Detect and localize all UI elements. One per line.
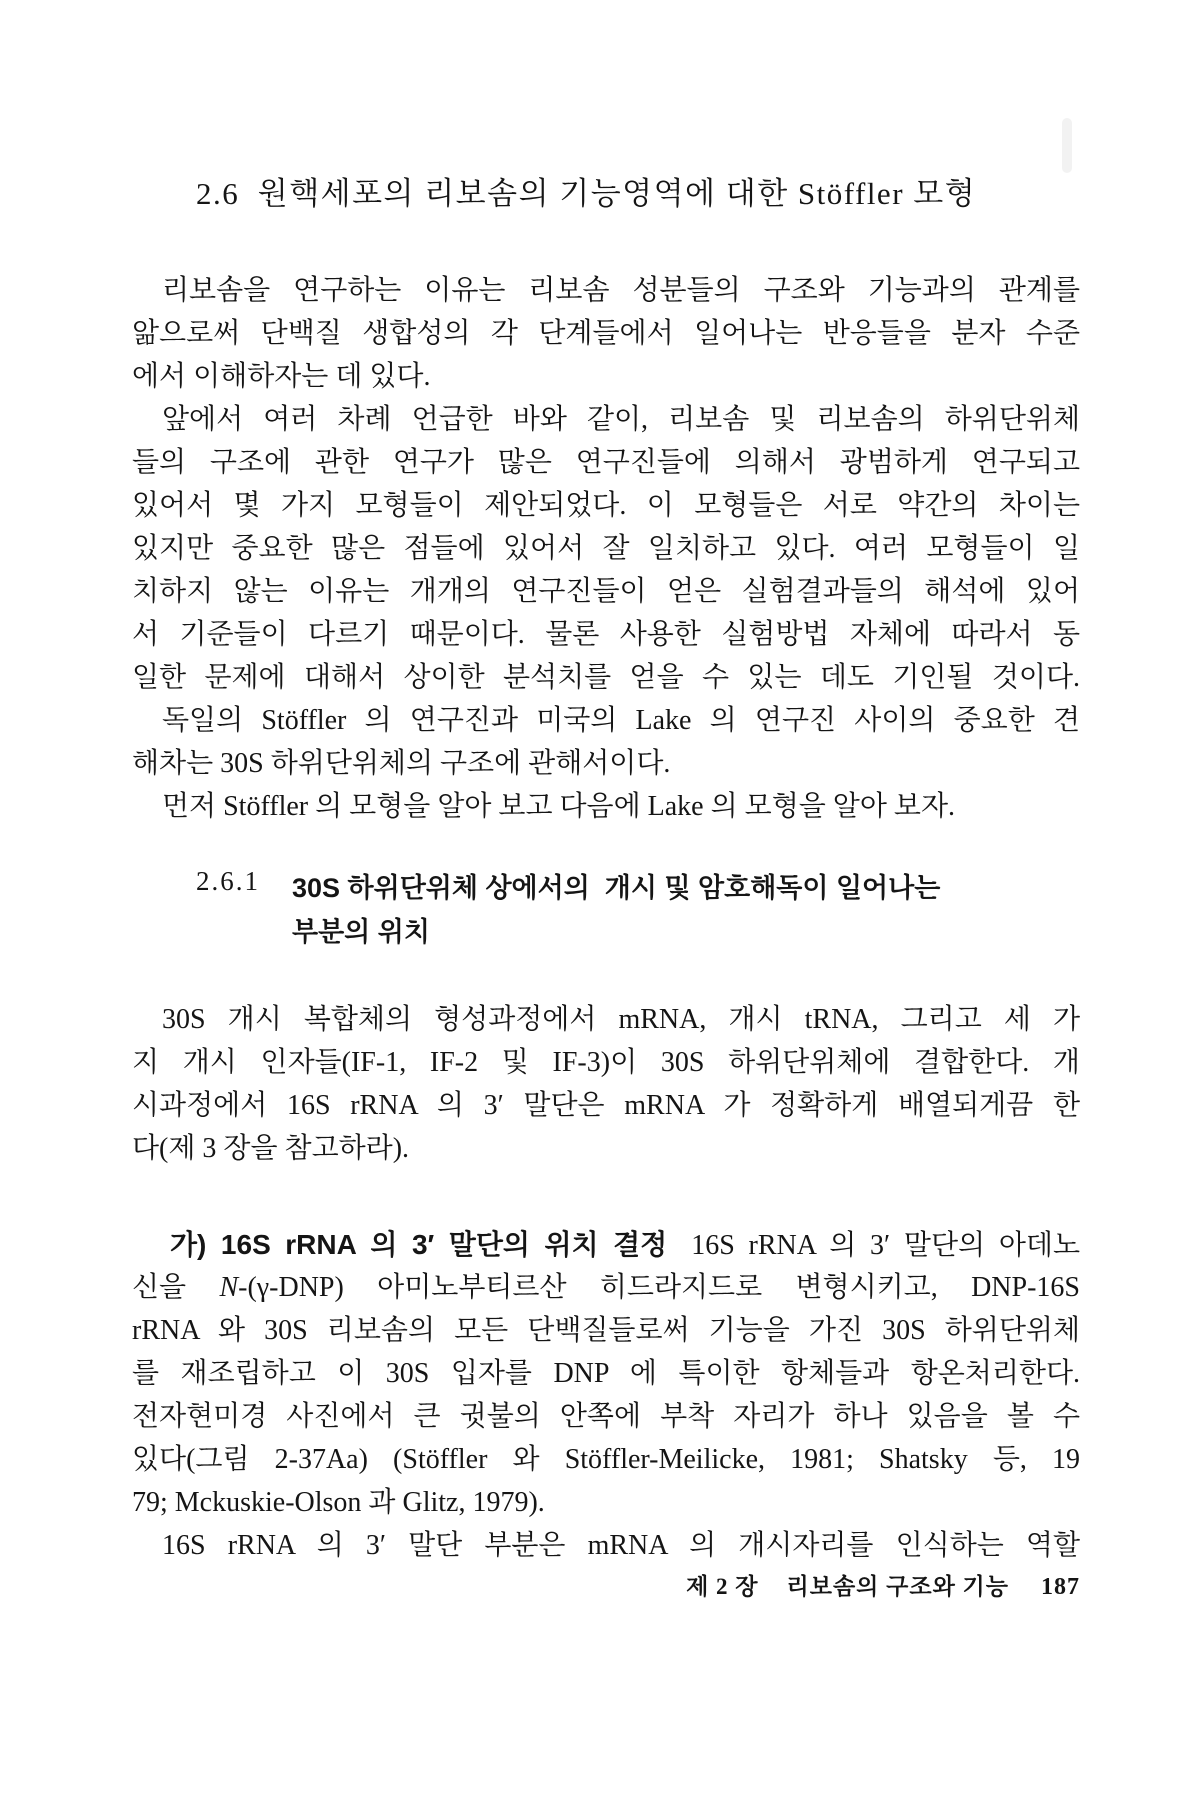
text-run: 서 기준들이 다르기 때문이다. 물론 사용한 실험방법 자체에 따라서 동: [132, 619, 1080, 650]
text-run: 일한 문제에 대해서 상이한 분석치를 얻을 수 있는 데도 기인될 것이다.: [132, 662, 1080, 693]
text-run: 들의 구조에 관한 연구가 많은 연구진들에 의해서 광범하게 연구되고: [132, 447, 1080, 478]
text-line: [132, 1127, 1080, 1170]
text-run: 치하지 않는 이유는 개개의 연구진들이 얻은 실험결과들의 해석에 있어: [132, 576, 1080, 607]
text-line: [132, 1266, 1080, 1309]
paragraph: [132, 398, 1080, 699]
paragraph: [132, 269, 1080, 398]
text-line: [132, 656, 1080, 699]
text-run: 지 개시 인자들(IF-1, IF-2 및 IF-3)이 30S 하위단위체에 결합한다. 개: [132, 1047, 1080, 1078]
text-line: [132, 1524, 1080, 1567]
italic-run: N: [219, 1272, 239, 1303]
text-run: rRNA 와 30S 리보솜의 모든 단백질들로써 기능을 가진 30S 하위단위체: [132, 1315, 1080, 1346]
text-line: [132, 699, 1080, 742]
text-line: [132, 613, 1080, 656]
text-run: 전자현미경 사진에서 큰 귓불의 안쪽에 부착 자리가 하나 있음을 볼 수: [132, 1401, 1080, 1432]
page-footer: [686, 1568, 1080, 1601]
subsection-heading-line: 30S 하위단위체 상에서의 개시 및 암호해독이 일어나는: [292, 873, 941, 903]
text-run: 있어서 몇 가지 모형들이 제안되었다. 이 모형들은 서로 약간의 차이는: [132, 490, 1080, 521]
text-run: 16S rRNA 의 3′ 말단의 아데노: [691, 1230, 1080, 1261]
text-line: [132, 1223, 1080, 1266]
text-run: 에서 이해하자는 데 있다.: [132, 361, 431, 392]
paragraph: [132, 785, 1080, 828]
paragraph: [132, 1524, 1080, 1567]
subsection-heading: [132, 866, 1080, 954]
text-run: -(γ-DNP) 아미노부티르산 히드라지드로 변형시키고, DNP-16S: [238, 1272, 1080, 1303]
text-line: [132, 527, 1080, 570]
text-run: 를 재조립하고 이 30S 입자를 DNP 에 특이한 항체들과 항온처리한다.: [132, 1358, 1080, 1389]
section-title: 2.6 원핵세포의 리보솜의 기능영역에 대한 Stöffler 모형: [196, 176, 977, 211]
text-line: [132, 1309, 1080, 1352]
subsection-number: 2.6.1: [196, 866, 260, 896]
subsection-heading-line: 부분의 위치: [292, 917, 430, 947]
text-line: [132, 1352, 1080, 1395]
text-run: 리보솜을 연구하는 이유는 리보솜 성분들의 구조와 기능과의 관계를: [162, 275, 1080, 306]
footer-chapter-label: 제 2 장: [686, 1574, 759, 1599]
text-line: [132, 312, 1080, 355]
footer-chapter-title: 리보솜의 구조와 기능: [786, 1574, 1009, 1599]
text-line: [132, 570, 1080, 613]
text-line: [132, 1438, 1080, 1481]
text-run: 79; Mckuskie-Olson 과 Glitz, 1979).: [132, 1487, 545, 1518]
text-line: [132, 742, 1080, 785]
text-run: 독일의 Stöffler 의 연구진과 미국의 Lake 의 연구진 사이의 중요한 견: [162, 705, 1080, 736]
text-run: 30S 개시 복합체의 형성과정에서 mRNA, 개시 tRNA, 그리고 세 가: [162, 1004, 1080, 1035]
text-run: 16S rRNA 의 3′ 말단 부분은 mRNA 의 개시자리를 인식하는 역할: [162, 1530, 1080, 1561]
paragraph: [132, 998, 1080, 1170]
text-line: [132, 355, 1080, 398]
text-column: [132, 168, 1080, 1567]
text-run: 앞에서 여러 차례 언급한 바와 같이, 리보솜 및 리보솜의 하위단위체: [162, 404, 1080, 435]
text-run: 해차는 30S 하위단위체의 구조에 관해서이다.: [132, 748, 671, 779]
text-line: [132, 1041, 1080, 1084]
text-line: [132, 441, 1080, 484]
paragraph: [132, 1223, 1080, 1524]
text-line: [132, 269, 1080, 312]
text-line: [132, 1395, 1080, 1438]
scan-smudge-artifact: [1062, 118, 1072, 173]
text-run: 앎으로써 단백질 생합성의 각 단계들에서 일어나는 반응들을 분자 수준: [132, 318, 1080, 349]
paragraph: [132, 699, 1080, 785]
text-run: 있다(그림 2-37Aa) (Stöffler 와 Stöffler-Meilicke, 1981; Shatsky 등, 19: [132, 1444, 1080, 1475]
text-run: 먼저 Stöffler 의 모형을 알아 보고 다음에 Lake 의 모형을 알아 보자.: [162, 791, 955, 822]
text-line: [132, 484, 1080, 527]
text-line: [132, 998, 1080, 1041]
bold-run: 가) 16S rRNA 의 3′ 말단의 위치 결정: [170, 1229, 668, 1260]
text-line: [132, 785, 1080, 828]
text-run: 있지만 중요한 많은 점들에 있어서 잘 일치하고 있다. 여러 모형들이 일: [132, 533, 1080, 564]
text-run: 시과정에서 16S rRNA 의 3′ 말단은 mRNA 가 정확하게 배열되게끔 한: [132, 1090, 1080, 1121]
text-line: [132, 1084, 1080, 1127]
text-run: 신을: [132, 1272, 220, 1303]
page-number: 187: [1041, 1574, 1080, 1600]
text-line: [132, 398, 1080, 441]
text-line: [132, 1481, 1080, 1524]
text-run: 다(제 3 장을 참고하라).: [132, 1133, 410, 1164]
